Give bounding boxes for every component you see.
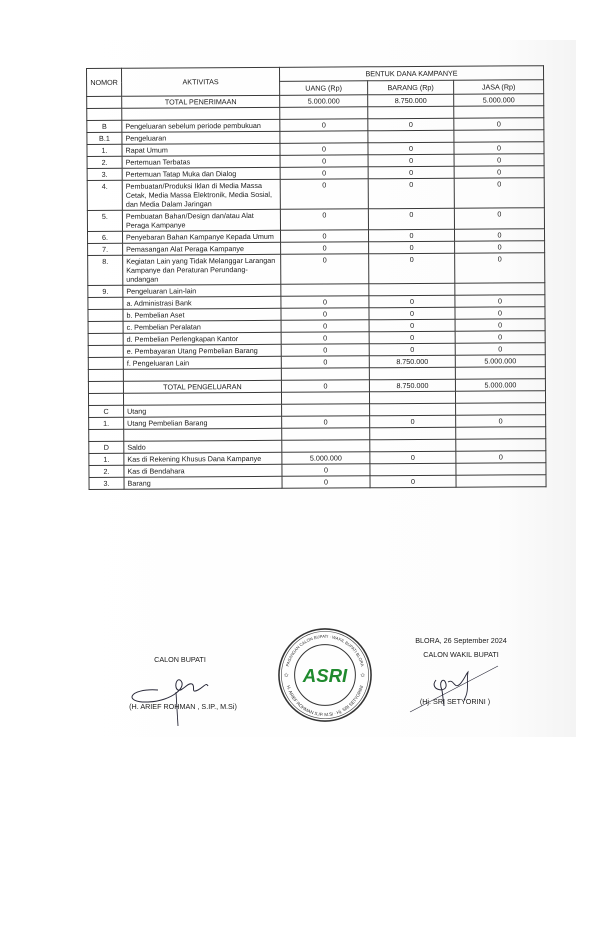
cell-no: 3. (87, 168, 122, 180)
cell-uang: 0 (281, 308, 369, 321)
cell-uang: 0 (281, 242, 369, 255)
cell-label: Pertemuan Tatap Muka dan Dialog (122, 167, 280, 180)
cell-jasa: 0 (454, 118, 544, 131)
table-row (87, 208, 544, 232)
cell-label: Utang (124, 404, 282, 417)
cell-label: Pembuatan/Produksi Iklan di Media Massa Cetak, Media Massa Elektronik, Media Sosial, dan Media Dalam Jaringan (122, 179, 280, 210)
campaign-stamp-icon (276, 626, 374, 724)
cell-no: 7. (88, 243, 123, 255)
cell-barang: 0 (369, 331, 455, 344)
cell-no: 3. (89, 477, 124, 489)
cell-barang: 0 (368, 166, 454, 179)
cell-jasa (455, 283, 545, 296)
cell-uang: 0 (280, 119, 368, 132)
cell-label: TOTAL PENGELUARAN (123, 380, 281, 393)
cell-no: B.1 (87, 132, 122, 144)
cell-uang (280, 131, 368, 144)
cell-no: 9. (88, 285, 123, 297)
cell-barang: 0 (369, 307, 455, 320)
cell-label: Saldo (124, 440, 282, 453)
right-signer-title: CALON WAKIL BUPATI (423, 650, 499, 659)
cell-no (88, 321, 123, 333)
place-date: BLORA, 26 September 2024 (415, 636, 507, 645)
right-signer-name: (Hj. SRI SETYORINI ) (419, 697, 491, 706)
cell-jasa (454, 130, 544, 143)
cell-barang: 8.750.000 (369, 379, 455, 392)
cell-jasa: 0 (455, 319, 545, 332)
campaign-fund-report-table (86, 65, 547, 490)
cell-jasa (456, 403, 546, 416)
cell-no (88, 357, 123, 369)
cell-barang (370, 403, 456, 416)
cell-no: C (89, 405, 124, 417)
cell-jasa: 5.000.000 (455, 379, 545, 392)
cell-label: Rapat Umum (122, 143, 280, 156)
saldo-row (89, 475, 546, 490)
cell-barang: 0 (368, 154, 454, 167)
cell-barang: 0 (369, 241, 455, 254)
cell-uang: 0 (281, 380, 369, 393)
header-barang: BARANG (Rp) (368, 80, 454, 95)
table-row (87, 178, 544, 211)
cell-no: 2. (87, 156, 122, 168)
cell-uang: 0 (282, 476, 370, 489)
cell-jasa: 0 (454, 178, 544, 209)
total-penerimaan-jasa: 5.000.000 (454, 94, 544, 107)
cell-label: f. Pengeluaran Lain (123, 356, 281, 369)
cell-no: D (89, 441, 124, 453)
cell-jasa: 0 (455, 241, 545, 254)
cell-label: a. Administrasi Bank (123, 296, 281, 309)
cell-barang: 0 (370, 415, 456, 428)
cell-label: Pengeluaran (122, 131, 280, 144)
cell-label: Pertemuan Terbatas (122, 155, 280, 168)
cell-label: Pengeluaran sebelum periode pembukuan (122, 119, 280, 132)
cell-jasa: 0 (454, 142, 544, 155)
cell-label: Utang Pembelian Barang (124, 416, 282, 429)
cell-no (88, 333, 123, 345)
cell-uang: 0 (280, 143, 368, 156)
cell-jasa (456, 439, 546, 452)
left-signer-name: (H. ARIEF ROHMAN , S.IP., M.Si) (129, 702, 237, 711)
cell-jasa: 0 (455, 343, 545, 356)
cell-barang: 0 (369, 343, 455, 356)
cell-label: Pemasangan Alat Peraga Kampanye (123, 242, 281, 255)
cell-jasa: 0 (454, 208, 544, 230)
cell-label: Pengeluaran Lain-lain (123, 284, 281, 297)
svg-text:✩: ✩ (283, 672, 289, 679)
cell-jasa (456, 475, 546, 488)
cell-label: Barang (124, 476, 282, 489)
svg-text:✩: ✩ (360, 672, 366, 679)
cell-uang: 5.000.000 (282, 452, 370, 465)
cell-no: B (87, 120, 122, 132)
cell-jasa: 0 (455, 253, 545, 284)
cell-no: 8. (88, 255, 123, 285)
header-uang: UANG (Rp) (280, 81, 368, 96)
cell-barang: 0 (370, 451, 456, 464)
cell-uang: 0 (280, 167, 368, 180)
cell-barang (370, 439, 456, 452)
cell-no: 1. (89, 453, 124, 465)
cell-empty (88, 381, 123, 393)
cell-barang: 0 (368, 208, 454, 230)
cell-jasa: 0 (456, 451, 546, 464)
cell-barang: 0 (369, 253, 455, 284)
cell-jasa: 5.000.000 (455, 355, 545, 368)
cell-barang: 0 (370, 475, 456, 488)
table-row (88, 253, 545, 286)
cell-label: Kas di Rekening Khusus Dana Kampanye (124, 452, 282, 465)
cell-uang: 0 (281, 254, 369, 285)
cell-no (88, 345, 123, 357)
cell-uang (281, 284, 369, 297)
cell-barang: 0 (369, 295, 455, 308)
right-signature-icon (408, 660, 508, 716)
cell-no (88, 297, 123, 309)
cell-uang: 0 (281, 356, 369, 369)
cell-uang: 0 (280, 179, 368, 210)
cell-label: Penyebaran Bahan Kampanye Kepada Umum (122, 230, 280, 243)
header-nomor: NOMOR (87, 68, 122, 96)
cell-no (88, 309, 123, 321)
cell-uang: 0 (281, 344, 369, 357)
cell-label: c. Pembelian Peralatan (123, 320, 281, 333)
cell-label: d. Pembelian Perlengkapan Kantor (123, 332, 281, 345)
svg-text:ASRI: ASRI (302, 664, 348, 686)
cell-barang (370, 463, 456, 476)
cell-jasa: 0 (455, 295, 545, 308)
cell-jasa: 0 (454, 166, 544, 179)
cell-uang: 0 (282, 416, 370, 429)
cell-uang: 0 (281, 320, 369, 333)
cell-no: 1. (89, 417, 124, 429)
cell-barang: 0 (369, 319, 455, 332)
cell-no: 1. (87, 144, 122, 156)
left-signature-icon (118, 668, 228, 728)
cell-no: 5. (87, 210, 122, 231)
left-signer-title: CALON BUPATI (154, 655, 206, 664)
cell-uang (282, 440, 370, 453)
header-bentuk-dana: BENTUK DANA KAMPANYE (279, 66, 543, 82)
cell-jasa (456, 463, 546, 476)
cell-barang (369, 283, 455, 296)
svg-text:H. ARIEF ROHMAN S.IP. M.Si · H: H. ARIEF ROHMAN S.IP. M.Si · Hj. SRI SETYORINI (285, 684, 365, 718)
cell-barang: 0 (368, 118, 454, 131)
cell-uang: 0 (282, 464, 370, 477)
cell-label: Kegiatan Lain yang Tidak Melanggar Larangan Kampanye dan Peraturan Perundang-undangan (123, 254, 281, 285)
cell-label: b. Pembelian Aset (123, 308, 281, 321)
cell-uang: 0 (281, 332, 369, 345)
total-penerimaan-label: TOTAL PENERIMAAN (122, 95, 280, 108)
cell-jasa: 0 (454, 154, 544, 167)
cell-jasa: 0 (456, 415, 546, 428)
cell-barang: 0 (368, 142, 454, 155)
cell-label: Pembuatan Bahan/Design dan/atau Alat Peraga Kampanye (122, 209, 280, 231)
total-penerimaan-uang: 5.000.000 (280, 95, 368, 108)
cell-no: 4. (87, 180, 122, 210)
cell-label: Kas di Bendahara (124, 464, 282, 477)
cell-barang: 0 (368, 229, 454, 242)
cell-uang: 0 (280, 209, 368, 231)
cell-jasa: 0 (455, 307, 545, 320)
cell-barang (368, 130, 454, 143)
total-penerimaan-barang: 8.750.000 (368, 94, 454, 107)
cell-uang (282, 404, 370, 417)
cell-barang: 0 (368, 178, 454, 209)
cell-no: 6. (87, 231, 122, 243)
cell-jasa: 0 (455, 331, 545, 344)
cell-jasa: 0 (454, 229, 544, 242)
cell-uang: 0 (280, 155, 368, 168)
header-jasa: JASA (Rp) (454, 80, 544, 95)
header-aktivitas: AKTIVITAS (122, 67, 280, 96)
svg-text:PASANGAN CALON BUPATI · WAKIL: PASANGAN CALON BUPATI · WAKIL BUPATI BLORA (284, 633, 366, 668)
cell-no: 2. (89, 465, 124, 477)
cell-uang: 0 (281, 296, 369, 309)
cell-label: e. Pembayaran Utang Pembelian Barang (123, 344, 281, 357)
cell-barang: 8.750.000 (369, 355, 455, 368)
cell-uang: 0 (280, 230, 368, 243)
